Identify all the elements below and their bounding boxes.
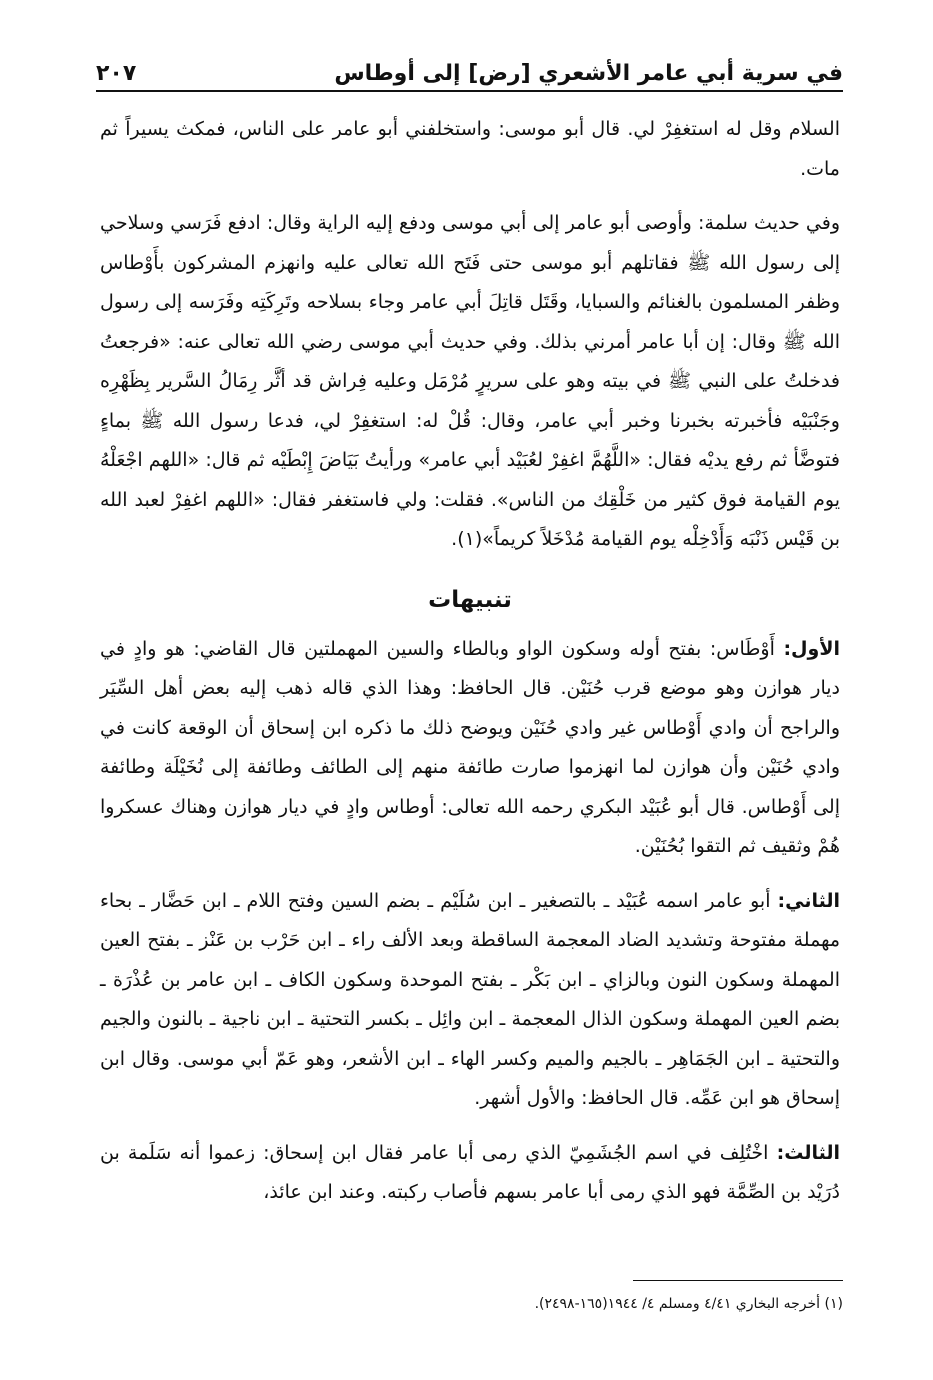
note-second-lead: الثاني:	[777, 889, 840, 912]
paragraph-2: وفي حديث سلمة: وأوصى أبو عامر إلى أبي موسى ودفع إليه الراية وقال: ادفع فَرَسي وسلاحي إلى رسول الله ﷺ فقاتلهم أبو موسى حتى فَتَح الله تعالى عليه وانهزم المشركون بأَوْطاس وظفر المسلمون بالغنائم والسبايا، وقَتَل قاتِلَ أبي عامر وجاء بسلاحه وتَرِكَتِه وفَرَسه إلى رسول الله ﷺ وقال: إن أبا عامر أمرني بذلك. وفي حديث أبي موسى رضي الله تعالى عنه: «فرجعتُ فدخلتُ على النبي ﷺ في بيته وهو على سريرٍ مُرْمَل وعليه فِراش قد أثَّر رِمَالُ السَّرير بِظَهْرِه وجَنْبَيْه فأخبرته بخبرنا وخبر أبي عامر، وقال: قُلْ له: استغفِرْ لي، فدعا رسول الله ﷺ بماءٍ فتوضَّأ ثم رفع يديْه فقال: «اللَّهُمَّ اغفِرْ لعُبَيْد أبي عامر» ورأيتُ بَيَاضَ إِبْطَيْه ثم قال: «اللهم اجْعَلْهُ يوم القيامة فوق كثير من خَلْقِك من الناس». فقلت: ولي فاستغفر فقال: «اللهم اغفِرْ لعبد الله بن قَيْس ذَنْبَه وَأَدْخِلْه يوم القيامة مُدْخَلاً كريماً»(١).	[100, 212, 840, 550]
note-third-lead: الثالث:	[776, 1141, 840, 1164]
note-first	[100, 630, 840, 867]
note-second	[100, 882, 840, 1119]
footnote-divider	[633, 1280, 843, 1281]
note-first-lead: الأول:	[783, 637, 840, 660]
note-third-text: اخْتُلِف في اسم الجُشَمِيّ الذي رمى أبا عامر فقال ابن إسحاق: زعموا أنه سَلَمة بن دُرَيْد بن الصِّمَّة فهو الذي رمى أبا عامر بسهم فأصاب ركبته. وعند ابن عائذ،	[100, 1141, 840, 1203]
footnote: (١) أخرجه البخاري ٤/٤١ ومسلم ٤/ ١٩٤٤(١٦٥-٢٤٩٨).	[534, 1296, 843, 1312]
main-text	[100, 110, 840, 1213]
header-title: في سرية أبي عامر الأشعري [رض] إلى أوطاس	[334, 61, 843, 86]
running-header	[96, 52, 843, 92]
note-first-text: أَوْطَاس: بفتح أوله وسكون الواو وبالطاء والسين المهملتين قال القاضي: هو وادٍ في ديار هوازن وهو موضع قرب حُنَيْن. قال الحافظ: وهذا الذي قاله ذهب إليه بعض أهل السِّيَر والراجح أن وادي أَوْطاس غير وادي حُنَيْن ويوضح ذلك ما ذكره ابن إسحاق أن الوقعة كانت في وادي حُنَيْن وأن هوازن لما انهزموا صارت طائفة منهم إلى الطائف وطائفة إلى نُخَيْلَة وطائفة إلى أَوْطاس. قال أبو عُبَيْد البكري رحمه الله تعالى: أوطاس وادٍ في ديار هوازن وهناك عسكروا هُمْ وثقيف ثم التقوا بُحُنَيْن.	[100, 637, 840, 857]
note-second-text: أبو عامر اسمه عُبَيْد ـ بالتصغير ـ ابن سُلَيْم ـ بضم السين وفتح اللام ـ ابن حَضَّار ـ بحاء مهملة مفتوحة وتشديد الضاد المعجمة الساقطة وبعد الألف راء ـ ابن حَرْب بن عَنْز ـ بفتح العين المهملة وسكون النون وبالزاي ـ ابن بَكْر ـ بفتح الموحدة وسكون الكاف ـ ابن عامر بن عُذْرَة ـ بضم العين المهملة وسكون الذال المعجمة ـ ابن وائِل ـ بكسر التحتية ـ ابن ناجية ـ بالنون والجيم والتحتية ـ ابن الجَمَاهِر ـ بالجيم والميم وكسر الهاء ـ ابن الأشعر، وهو عَمّ أبي موسى. وقال ابن إسحاق هو ابن عَمِّه. قال الحافظ: والأول أشهر.	[100, 889, 840, 1109]
note-third	[100, 1134, 840, 1213]
section-heading: تنبيهات	[428, 586, 512, 613]
page-number: ٢٠٧	[96, 61, 137, 86]
paragraph-1: السلام وقل له استغفِرْ لي. قال أبو موسى: واستخلفني أبو عامر على الناس، فمكث يسيراً ثم مات.	[100, 118, 840, 180]
